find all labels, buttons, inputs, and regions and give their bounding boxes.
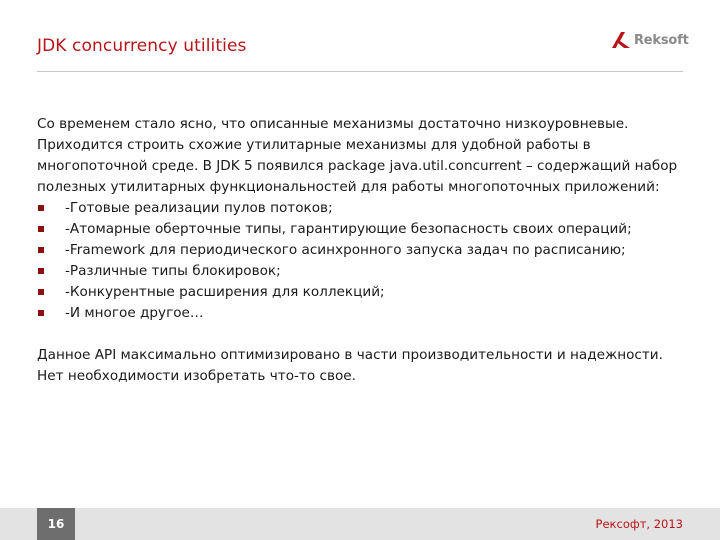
square-bullet-icon bbox=[38, 205, 44, 211]
header-divider bbox=[37, 71, 683, 72]
slide-title: JDK concurrency utilities bbox=[37, 36, 247, 56]
conclusion-paragraph: Данное API максимально оптимизировано в части производительности и надежности. Нет необходимости изобретать что-то свое. bbox=[37, 347, 663, 384]
page-number: 16 bbox=[37, 508, 75, 540]
feature-list bbox=[37, 198, 687, 324]
list-item: -Атомарные оберточные типы, гарантирующие безопасность своих операций; bbox=[37, 219, 687, 240]
list-item: -Готовые реализации пулов потоков; bbox=[37, 198, 687, 219]
square-bullet-icon bbox=[38, 268, 44, 274]
square-bullet-icon bbox=[38, 289, 44, 295]
intro-paragraph: Со временем стало ясно, что описанные механизмы достаточно низкоуровневые. Приходится строить схожие утилитарные механизмы для удобной работы в многопоточной среде. В JDK 5 появился package java.util.concurrent – содержащий набор полезных утилитарных функциональностей для работы многопоточных приложений: bbox=[37, 116, 678, 195]
footer-brand bbox=[596, 517, 683, 531]
reksoft-logo-icon bbox=[612, 31, 632, 49]
square-bullet-icon bbox=[38, 247, 44, 253]
list-item: -Framework для периодического асинхронного запуска задач по расписанию; bbox=[37, 240, 687, 261]
list-item: -Конкурентные расширения для коллекций; bbox=[37, 282, 687, 303]
square-bullet-icon bbox=[38, 226, 44, 232]
footer-brand-name: Рексофт, bbox=[595, 517, 651, 531]
company-logo bbox=[612, 31, 689, 49]
slide-body bbox=[37, 114, 687, 387]
footer-year: 2013 bbox=[653, 517, 683, 531]
logo-text: Reksoft bbox=[634, 32, 689, 48]
list-item: -Различные типы блокировок; bbox=[37, 261, 687, 282]
list-item: -И многое другое… bbox=[37, 303, 687, 324]
square-bullet-icon bbox=[38, 310, 44, 316]
